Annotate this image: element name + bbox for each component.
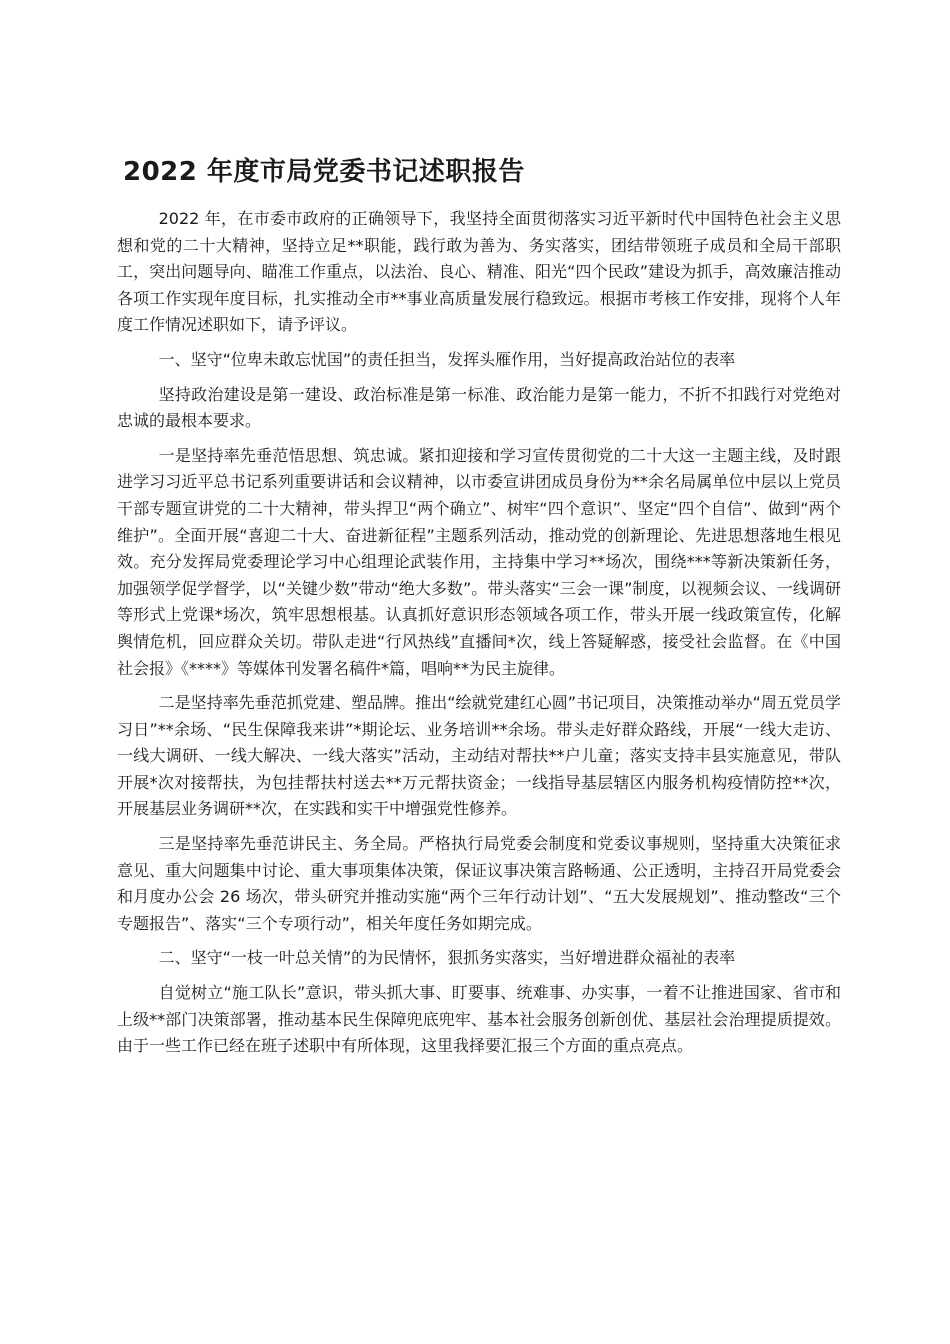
section-1-point-3: 三是坚持率先垂范讲民主、务全局。严格执行局党委会制度和党委议事规则，坚持重大决策征求意见、重大问题集中讨论、重大事项集体决策，保证议事决策言路畅通、公正透明，主持召开局党委会和月度办公会 26 场次，带头研究并推动实施“两个三年行动计划”、“五大发展规划”、推动整改“三个专题报告”、落实“三个专项行动”，相关年度任务如期完成。 bbox=[117, 834, 841, 933]
section-1-point-1: 一是坚持率先垂范悟思想、筑忠诚。紧扣迎接和学习宣传贯彻党的二十大这一主题主线，及时跟进学习习近平总书记系列重要讲话和会议精神，以市委宣讲团成员身份为**余名局属单位中层以上党员干部专题宣讲党的二十大精神，带头捍卫“两个确立”、树牢“四个意识”、坚定“四个自信”、做到“两个维护”。全面开展“喜迎二十大、奋进新征程”主题系列活动，推动党的创新理论、先进思想落地生根见效。充分发挥局党委理论学习中心组理论武装作用，主持集中学习**场次，围绕***等新决策新任务，加强领学促学督学，以“关键少数”带动“绝大多数”。带头落实“三会一课”制度，以视频会议、一线调研等形式上党课*场次，筑牢思想根基。认真抓好意识形态领域各项工作，带头开展一线政策宣传，化解舆情危机，回应群众关切。带队走进“行风热线”直播间*次，线上答疑解惑，接受社会监督。在《中国社会报》《****》等媒体刊发署名稿件*篇，唱响**为民主旋律。 bbox=[117, 445, 841, 678]
document-title: 2022 年度市局党委书记述职报告 bbox=[123, 157, 525, 187]
section-1-summary: 坚持政治建设是第一建设、政治标准是第一标准、政治能力是第一能力，不折不扣践行对党绝对忠诚的最根本要求。 bbox=[117, 384, 841, 431]
section-heading-2: 二、坚守“一枝一叶总关情”的为民情怀，狠抓务实落实，当好增进群众福祉的表率 bbox=[158, 948, 736, 968]
document-page bbox=[117, 152, 841, 1068]
section-heading-1: 一、坚守“位卑未敢忘忧国”的责任担当，发挥头雁作用，当好提高政治站位的表率 bbox=[158, 349, 736, 369]
section-1-point-2: 二是坚持率先垂范抓党建、塑品牌。推出“绘就党建红心圆”书记项目，决策推动举办“周五党员学习日”**余场、“民生保障我来讲”*期论坛、业务培训**余场。带头走好群众路线，开展“一线大走访、一线大调研、一线大解决、一线大落实”活动，主动结对帮扶**户儿童；落实支持丰县实施意见，带队开展*次对接帮扶，为包挂帮扶村送去**万元帮扶资金；一线指导基层辖区内服务机构疫情防控**次，开展基层业务调研**次，在实践和实干中增强党性修养。 bbox=[117, 693, 841, 819]
section-2-summary: 自觉树立“施工队长”意识，带头抓大事、盯要事、统难事、办实事，一着不让推进国家、省市和上级**部门决策部署，推动基本民生保障兜底兜牢、基本社会服务创新创优、基层社会治理提质提效。由于一些工作已经在班子述职中有所体现，这里我择要汇报三个方面的重点亮点。 bbox=[117, 983, 841, 1056]
intro-paragraph: 2022 年，在市委市政府的正确领导下，我坚持全面贯彻落实习近平新时代中国特色社会主义思想和党的二十大精神，坚持立足**职能，践行敢为善为、务实落实，团结带领班子成员和全局干部职工，突出问题导向、瞄准工作重点，以法治、良心、精准、阳光“四个民政”建设为抓手，高效廉洁推动各项工作实现年度目标，扎实推动全市**事业高质量发展行稳致远。根据市考核工作安排，现将个人年度工作情况述职如下，请予评议。 bbox=[117, 209, 841, 335]
